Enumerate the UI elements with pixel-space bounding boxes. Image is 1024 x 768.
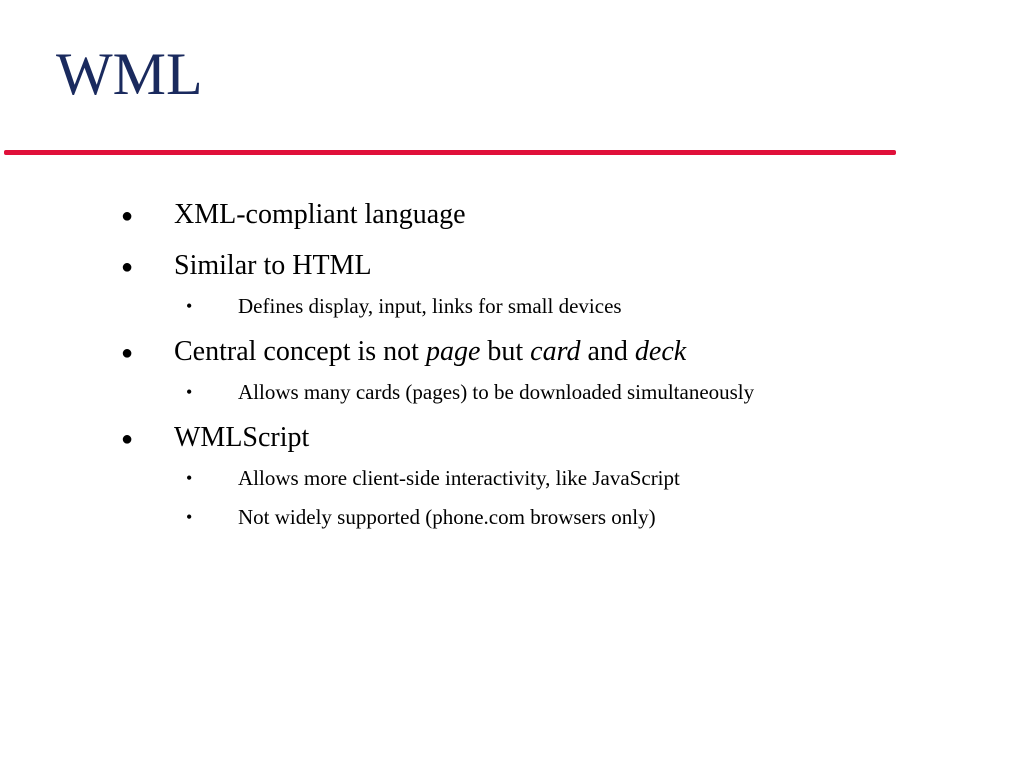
emphasis-page: page [425,336,481,367]
sub-bullet-text: Allows more client-side interactivity, like JavaScript [238,466,680,490]
bullet-text-part: and [580,336,635,367]
sub-bullet-text: Not widely supported (phone.com browsers only) [238,505,656,529]
bullet-text [174,333,686,371]
emphasis-card: card [530,336,581,367]
bullet-marker: ● [121,205,134,227]
bullet-text: XML-compliant language [174,199,466,230]
sub-bullet-marker: • [186,468,193,488]
slide-title: WML [56,41,203,107]
sub-bullet-marker: • [186,507,193,527]
bullet-marker: ● [121,342,134,364]
bullet-text-part: Central concept is not [174,336,426,367]
bullet-text: WMLScript [174,422,310,453]
bullet-text-part: but [480,336,531,367]
sub-bullet-text: Allows many cards (pages) to be downloaded simultaneously [238,380,755,404]
sub-bullet-marker: • [186,382,193,402]
sub-bullet-text: Defines display, input, links for small devices [238,294,622,318]
bullet-marker: ● [121,428,134,450]
emphasis-deck: deck [634,336,687,367]
title-divider [4,150,896,155]
sub-bullet-marker: • [186,296,193,316]
bullet-text: Similar to HTML [174,250,372,281]
bullet-marker: ● [121,256,134,278]
